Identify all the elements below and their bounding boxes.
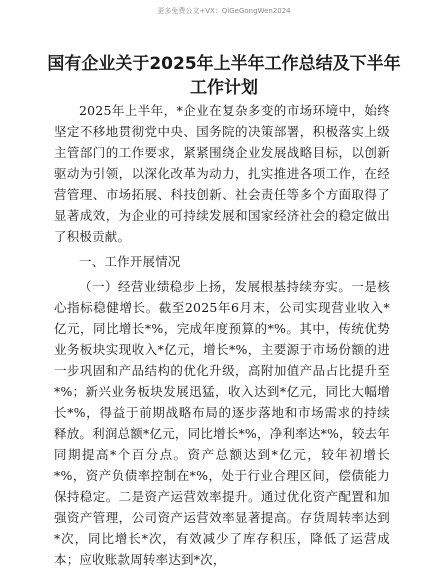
document-body bbox=[54, 100, 390, 570]
intro-paragraph: 2025年上半年，*企业在复杂多变的市场环境中，始终坚定不移地贯彻党中央、国务院的决策部署，积极落实上级主管部门的工作要求，紧紧围绕企业发展战略目标，以创新驱动为引领，以深化改革为动力，扎实推进各项工作，在经营管理、市场拓展、科技创新、社会责任等多个方面取得了显著成效，为企业的可持续发展和国家经济社会的稳定做出了积极贡献。 bbox=[54, 103, 390, 244]
section-paragraph: （一）经营业绩稳步上扬，发展根基持续夯实。一是核心指标稳健增长。截至2025年6月末，公司实现营业收入*亿元，同比增长*%，完成年度预算的*%。其中，传统优势业务板块实现收入*亿元，增长*%，主要源于市场份额的进一步巩固和产品结构的优化升级，高附加值产品占比提升至*%；新兴业务板块发展迅猛，收入达到*亿元，同比大幅增长*%，得益于前期战略布局的逐步落地和市场需求的持续释放。利润总额*亿元，同比增长*%，净利率达*%，较去年同期提高*个百分点。资产总额达到*亿元，较年初增长*%，资产负债率控制在*%，处于行业合理区间，偿债能力保持稳定。二是资产运营效率提升。通过优化资产配置和加强资产管理，公司资产运营效率显著提高。存货周转率达到*次，同比增长*次，有效减少了库存积压，降低了运营成本；应收账款周转率达到*次， bbox=[54, 279, 390, 567]
section-heading: 一、工作开展情况 bbox=[79, 254, 181, 269]
document-title: 国有企业关于2025年上半年工作总结及下半年工作计划 bbox=[47, 54, 401, 98]
header-watermark: 更多免费公文+VX：QiGeGongWen2024 bbox=[157, 7, 291, 15]
